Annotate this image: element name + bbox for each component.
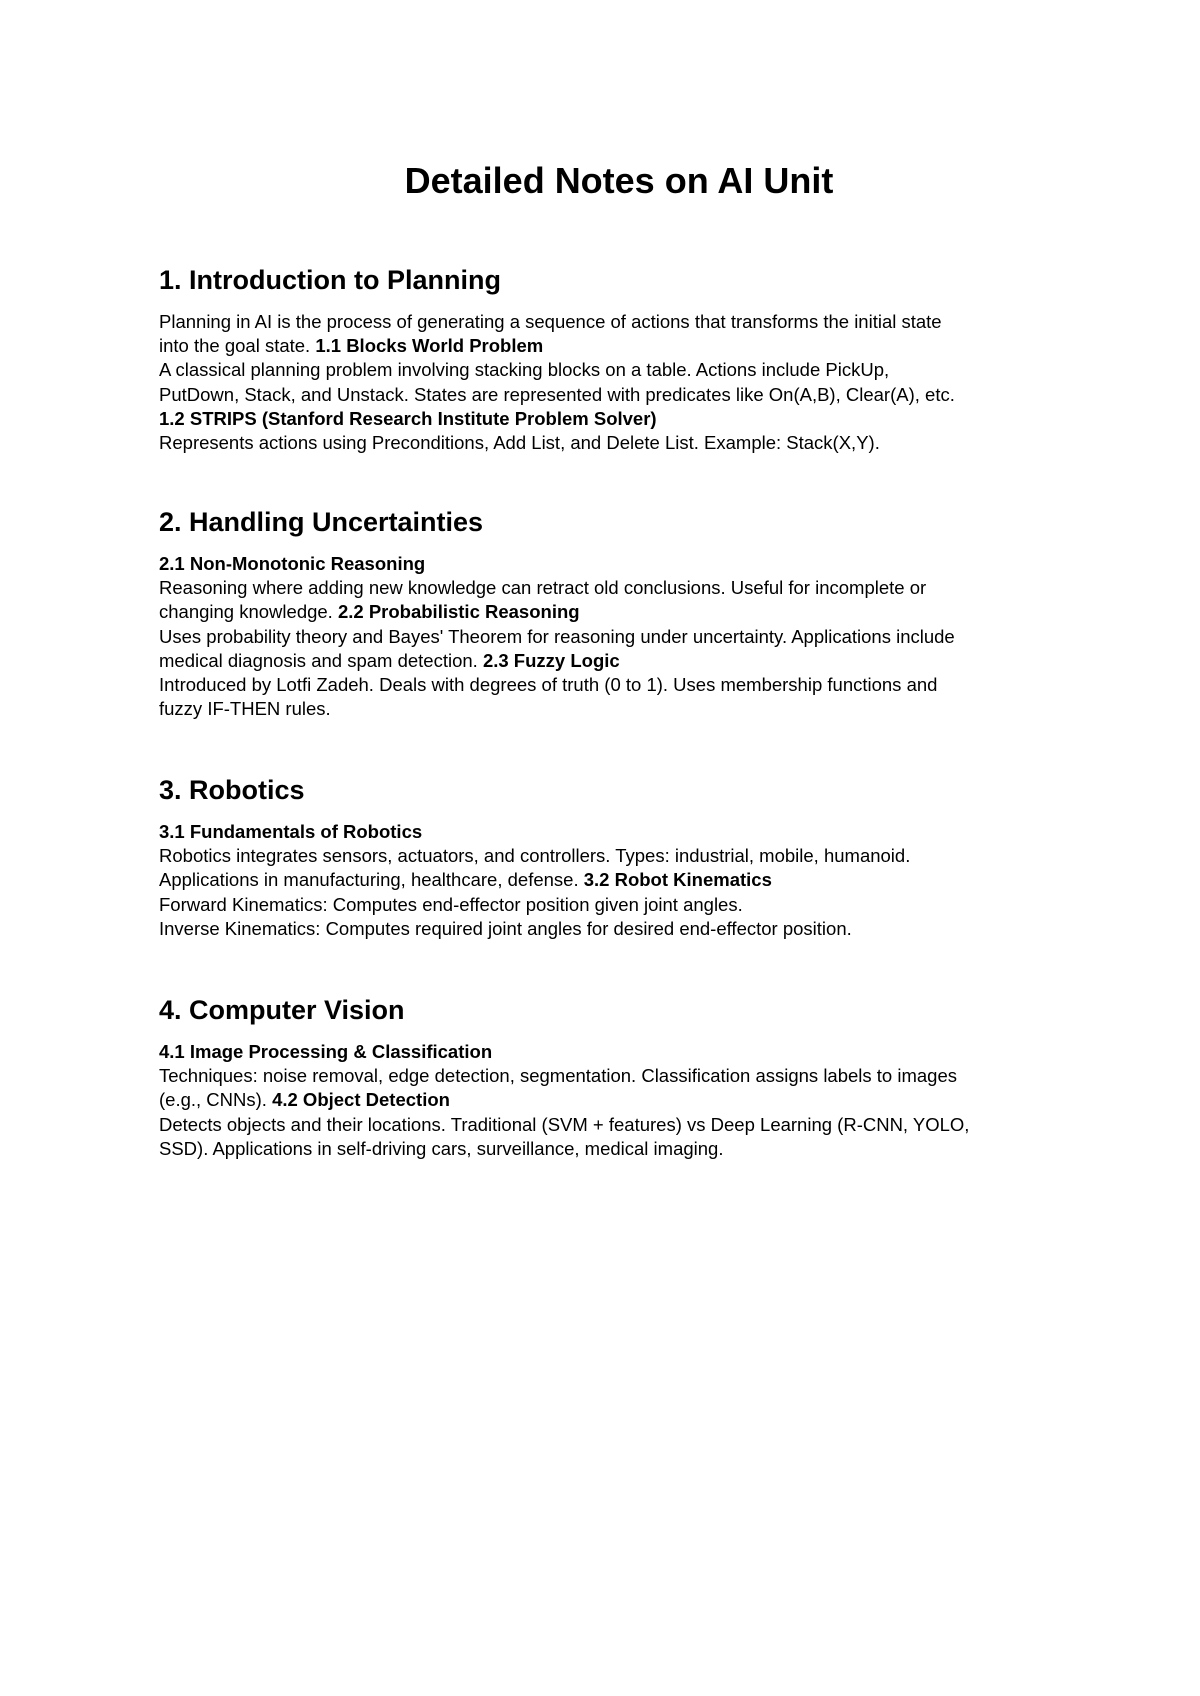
section-robotics bbox=[159, 774, 1059, 941]
text-run: Inverse Kinematics: Computes required joint angles for desired end-effector position. bbox=[159, 917, 852, 939]
section-body bbox=[159, 820, 1059, 941]
subheading-inline: 4.2 Object Detection bbox=[272, 1089, 450, 1111]
text-line bbox=[159, 576, 1059, 600]
text-line bbox=[159, 917, 1059, 941]
text-line bbox=[159, 383, 1059, 407]
text-run: PutDown, Stack, and Unstack. States are represented with predicates like On(A,B), Clear(A), etc. bbox=[159, 383, 955, 405]
text-line bbox=[159, 697, 1059, 721]
text-line bbox=[159, 893, 1059, 917]
text-run: changing knowledge. bbox=[159, 601, 338, 623]
subheading-inline: 3.1 Fundamentals of Robotics bbox=[159, 821, 423, 842]
text-line bbox=[159, 1040, 1059, 1064]
subheading-inline: 1.1 Blocks World Problem bbox=[315, 335, 544, 357]
text-line bbox=[159, 1113, 1059, 1137]
text-line bbox=[159, 820, 1059, 844]
text-run: Represents actions using Preconditions, Add List, and Delete List. Example: Stack(X,Y). bbox=[159, 432, 880, 454]
subheading-inline: 2.3 Fuzzy Logic bbox=[482, 649, 620, 671]
section-heading: 2. Handling Uncertainties bbox=[159, 507, 484, 537]
text-run: Robotics integrates sensors, actuators, and controllers. Types: industrial, mobile, humanoid. bbox=[159, 845, 911, 867]
subheading-inline: 2.1 Non-Monotonic Reasoning bbox=[159, 553, 426, 574]
text-line bbox=[159, 1137, 1059, 1161]
subheading-inline: 3.2 Robot Kinematics bbox=[583, 869, 772, 891]
text-line bbox=[159, 552, 1059, 576]
text-line bbox=[159, 844, 1059, 868]
text-run: Introduced by Lotfi Zadeh. Deals with degrees of truth (0 to 1). Uses membership functions and bbox=[159, 674, 938, 696]
text-line bbox=[159, 649, 1059, 673]
text-line bbox=[159, 600, 1059, 624]
text-line bbox=[159, 673, 1059, 697]
subheading-inline: 4.1 Image Processing & Classification bbox=[159, 1041, 493, 1062]
text-run: A classical planning problem involving stacking blocks on a table. Actions include PickUp, bbox=[159, 359, 890, 381]
section-heading: 1. Introduction to Planning bbox=[159, 265, 501, 295]
text-line bbox=[159, 1064, 1059, 1088]
text-line bbox=[159, 310, 1059, 334]
section-body bbox=[159, 552, 1059, 721]
subheading-inline: 2.2 Probabilistic Reasoning bbox=[337, 601, 580, 623]
text-run: into the goal state. bbox=[159, 335, 316, 357]
section-body bbox=[159, 310, 1059, 455]
text-run: medical diagnosis and spam detection. bbox=[159, 649, 483, 671]
text-run: SSD). Applications in self-driving cars, surveillance, medical imaging. bbox=[159, 1137, 724, 1159]
text-line bbox=[159, 407, 1059, 431]
text-run: Applications in manufacturing, healthcare, defense. bbox=[159, 869, 584, 891]
text-line bbox=[159, 431, 1059, 455]
text-line bbox=[159, 358, 1059, 382]
text-run: Uses probability theory and Bayes' Theorem for reasoning under uncertainty. Applications include bbox=[159, 625, 955, 647]
document-title: Detailed Notes on AI Unit bbox=[404, 160, 834, 201]
section-computer-vision bbox=[159, 994, 1059, 1161]
text-run: Detects objects and their locations. Traditional (SVM + features) vs Deep Learning (R-CNN, YOLO, bbox=[159, 1113, 970, 1135]
text-line bbox=[159, 868, 1059, 892]
section-handling-uncertainties bbox=[159, 506, 1059, 721]
section-body bbox=[159, 1040, 1059, 1161]
section-heading: 4. Computer Vision bbox=[159, 995, 405, 1025]
text-run: Reasoning where adding new knowledge can retract old conclusions. Useful for incomplete or bbox=[159, 577, 927, 599]
text-line bbox=[159, 1088, 1059, 1112]
text-line bbox=[159, 334, 1059, 358]
text-line bbox=[159, 625, 1059, 649]
text-run: (e.g., CNNs). bbox=[159, 1089, 273, 1111]
subheading-inline: 1.2 STRIPS (Stanford Research Institute Problem Solver) bbox=[159, 407, 657, 429]
section-heading: 3. Robotics bbox=[159, 775, 305, 805]
text-run: fuzzy IF-THEN rules. bbox=[159, 698, 331, 720]
text-run: Forward Kinematics: Computes end-effector position given joint angles. bbox=[159, 893, 743, 915]
text-run: Techniques: noise removal, edge detection, segmentation. Classification assigns labels to images bbox=[159, 1065, 958, 1087]
section-introduction-to-planning bbox=[159, 264, 1059, 455]
text-run: Planning in AI is the process of generating a sequence of actions that transforms the initial state bbox=[159, 311, 942, 332]
